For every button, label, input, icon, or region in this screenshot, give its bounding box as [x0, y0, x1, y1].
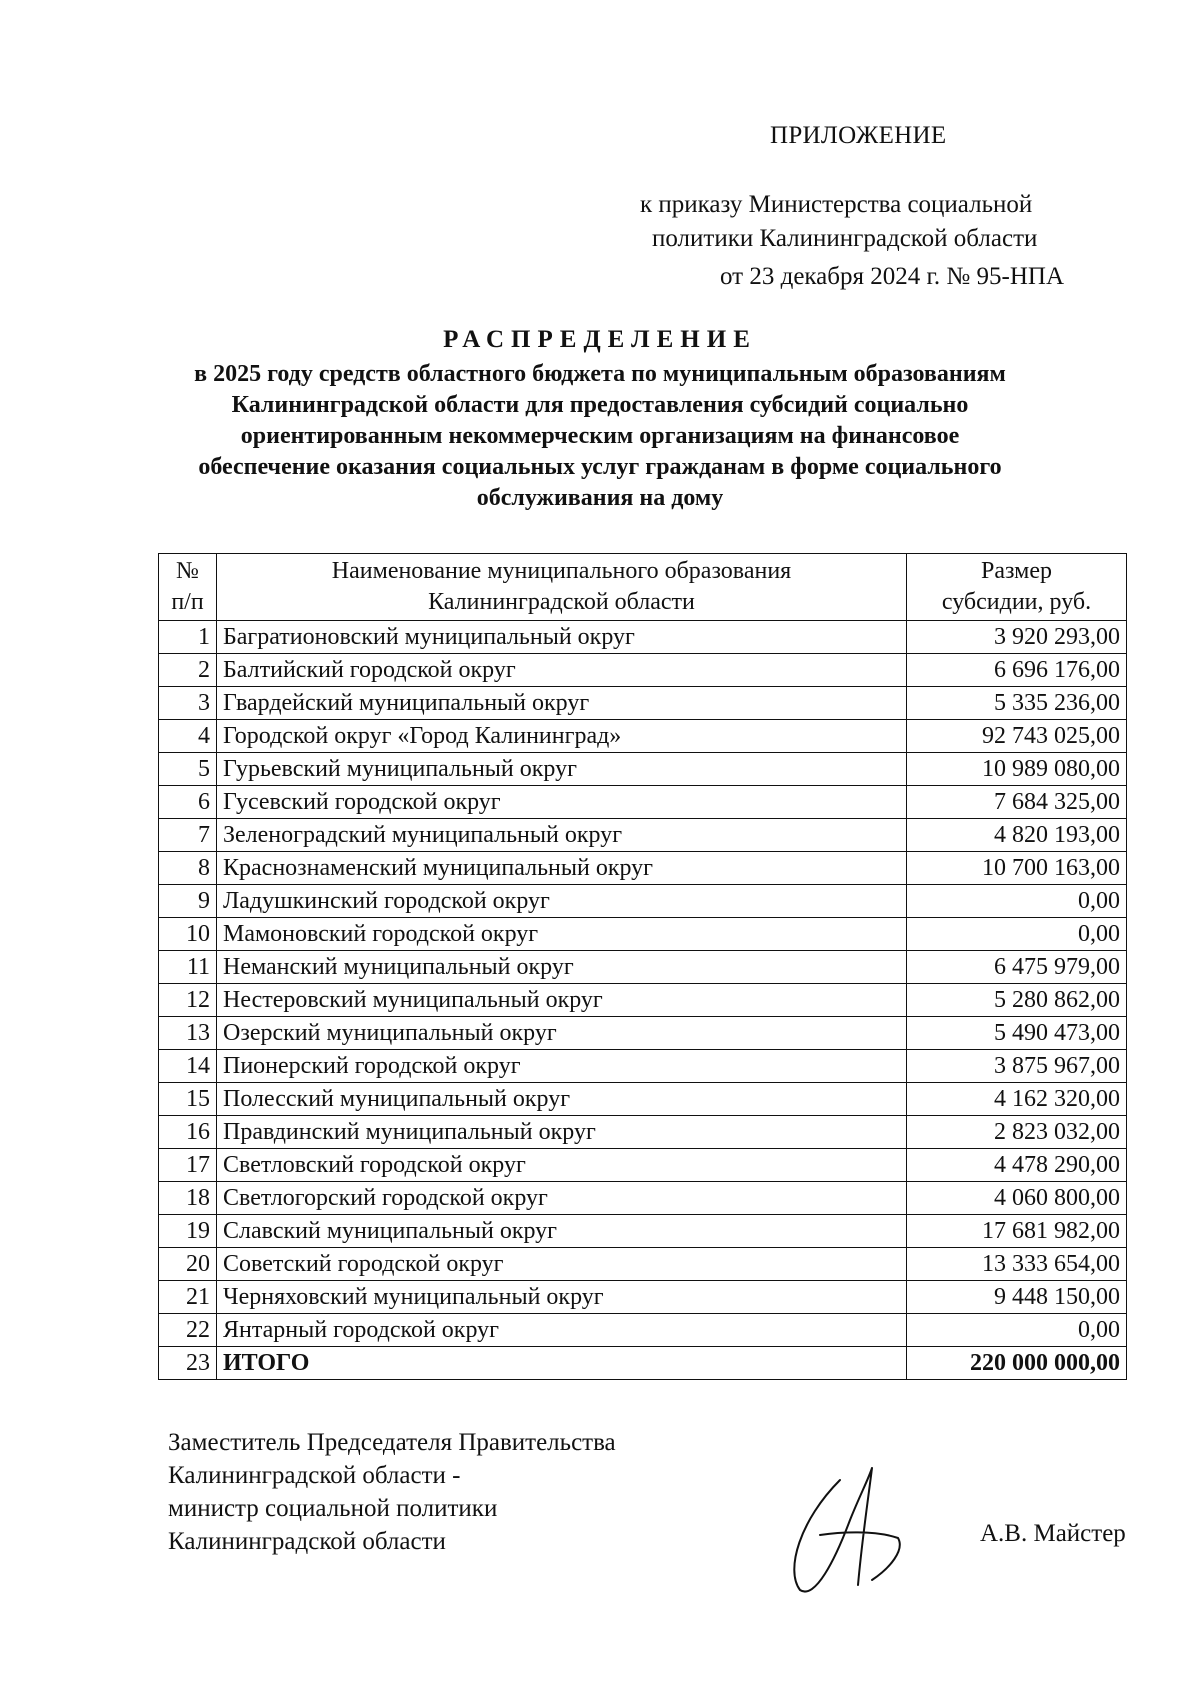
appendix-title: ПРИЛОЖЕНИЕ [770, 122, 947, 149]
table-row [159, 1116, 1127, 1149]
table-row [159, 753, 1127, 786]
heading-line-1: в 2025 году средств областного бюджета по муниципальным образованиям [194, 361, 1006, 387]
row-subsidy-amount: 3 920 293,00 [907, 621, 1127, 654]
row-subsidy-amount: 4 162 320,00 [907, 1083, 1127, 1116]
row-subsidy-amount: 5 280 862,00 [907, 984, 1127, 1017]
row-number: 18 [159, 1182, 217, 1215]
row-municipality: Полесский муниципальный округ [217, 1083, 907, 1116]
row-subsidy-amount: 5 490 473,00 [907, 1017, 1127, 1050]
heading-line-3: ориентированным некоммерческим организациям на финансовое [240, 423, 960, 449]
row-municipality: Янтарный городской округ [217, 1314, 907, 1347]
signer-name: А.В. Майстер [980, 1520, 1126, 1547]
row-number: 9 [159, 885, 217, 918]
row-municipality: Городской округ «Город Калининград» [217, 720, 907, 753]
row-number: 13 [159, 1017, 217, 1050]
heading-line-4: обеспечение оказания социальных услуг гражданам в форме социального [198, 454, 1002, 480]
row-municipality: Неманский муниципальный округ [217, 951, 907, 984]
table-row [159, 951, 1127, 984]
row-municipality: Правдинский муниципальный округ [217, 1116, 907, 1149]
table-row [159, 786, 1127, 819]
row-municipality: Нестеровский муниципальный округ [217, 984, 907, 1017]
row-number: 22 [159, 1314, 217, 1347]
table-row [159, 819, 1127, 852]
row-subsidy-amount: 17 681 982,00 [907, 1215, 1127, 1248]
row-municipality: Гурьевский муниципальный округ [217, 753, 907, 786]
table-row [159, 720, 1127, 753]
heading-subtitle [120, 359, 1080, 514]
appendix-line-1: к приказу Министерства социальной [640, 191, 1033, 218]
row-municipality: ИТОГО [217, 1347, 907, 1380]
row-subsidy-amount: 2 823 032,00 [907, 1116, 1127, 1149]
row-subsidy-amount: 13 333 654,00 [907, 1248, 1127, 1281]
row-number: 6 [159, 786, 217, 819]
row-number: 11 [159, 951, 217, 984]
header-municipality-line-2: Калининградской области [428, 589, 695, 615]
table-row [159, 1149, 1127, 1182]
row-number: 23 [159, 1347, 217, 1380]
row-municipality: Светловский городской округ [217, 1149, 907, 1182]
table-row [159, 885, 1127, 918]
heading-main: РАСПРЕДЕЛЕНИЕ [443, 326, 757, 353]
row-municipality: Балтийский городской округ [217, 654, 907, 687]
row-number: 15 [159, 1083, 217, 1116]
row-subsidy-amount: 6 475 979,00 [907, 951, 1127, 984]
row-subsidy-amount: 0,00 [907, 1314, 1127, 1347]
table-header-row [159, 554, 1127, 621]
row-municipality: Советский городской округ [217, 1248, 907, 1281]
row-number: 20 [159, 1248, 217, 1281]
row-number: 12 [159, 984, 217, 1017]
header-municipality [217, 554, 907, 621]
signer-position-line-2: Калининградской области - [168, 1462, 461, 1489]
row-number: 17 [159, 1149, 217, 1182]
table-row [159, 1314, 1127, 1347]
row-municipality: Пионерский городской округ [217, 1050, 907, 1083]
handwritten-signature [780, 1460, 930, 1600]
row-municipality: Ладушкинский городской округ [217, 885, 907, 918]
header-municipality-line-1: Наименование муниципального образования [331, 558, 792, 584]
row-municipality: Зеленоградский муниципальный округ [217, 819, 907, 852]
row-subsidy-amount: 4 478 290,00 [907, 1149, 1127, 1182]
row-municipality: Мамоновский городской округ [217, 918, 907, 951]
row-number: 1 [159, 621, 217, 654]
table-row [159, 687, 1127, 720]
row-subsidy-amount: 3 875 967,00 [907, 1050, 1127, 1083]
table-row [159, 621, 1127, 654]
table-total-row [159, 1347, 1127, 1380]
row-subsidy-amount: 6 696 176,00 [907, 654, 1127, 687]
row-municipality: Славский муниципальный округ [217, 1215, 907, 1248]
signer-position-line-4: Калининградской области [168, 1528, 446, 1555]
table-row [159, 984, 1127, 1017]
row-subsidy-amount: 5 335 236,00 [907, 687, 1127, 720]
table-row [159, 654, 1127, 687]
header-number [159, 554, 217, 621]
table-row [159, 1083, 1127, 1116]
header-number-line-1: № [176, 558, 199, 584]
row-subsidy-amount: 220 000 000,00 [907, 1347, 1127, 1380]
signer-position-line-3: министр социальной политики [168, 1495, 498, 1522]
header-subsidy-line-1: Размер [981, 558, 1052, 584]
row-number: 14 [159, 1050, 217, 1083]
appendix-line-3: от 23 декабря 2024 г. № 95-НПА [720, 263, 1065, 290]
table-body [159, 621, 1127, 1380]
table-row [159, 1182, 1127, 1215]
header-number-line-2: п/п [171, 589, 204, 615]
row-number: 21 [159, 1281, 217, 1314]
row-number: 16 [159, 1116, 217, 1149]
row-municipality: Озерский муниципальный округ [217, 1017, 907, 1050]
row-subsidy-amount: 4 820 193,00 [907, 819, 1127, 852]
table-row [159, 1215, 1127, 1248]
row-number: 5 [159, 753, 217, 786]
header-subsidy-amount [907, 554, 1127, 621]
row-municipality: Гвардейский муниципальный округ [217, 687, 907, 720]
subsidy-table [158, 553, 1127, 1380]
table-row [159, 1248, 1127, 1281]
row-number: 3 [159, 687, 217, 720]
row-subsidy-amount: 92 743 025,00 [907, 720, 1127, 753]
row-number: 10 [159, 918, 217, 951]
row-municipality: Гусевский городской округ [217, 786, 907, 819]
row-number: 19 [159, 1215, 217, 1248]
row-subsidy-amount: 10 700 163,00 [907, 852, 1127, 885]
appendix-reference [640, 188, 1110, 294]
header-subsidy-line-2: субсидии, руб. [941, 589, 1092, 615]
table-row [159, 1017, 1127, 1050]
document-heading [120, 323, 1080, 514]
signer-position-line-1: Заместитель Председателя Правительства [168, 1429, 616, 1456]
row-subsidy-amount: 10 989 080,00 [907, 753, 1127, 786]
row-subsidy-amount: 0,00 [907, 918, 1127, 951]
row-number: 8 [159, 852, 217, 885]
table-row [159, 1281, 1127, 1314]
row-subsidy-amount: 7 684 325,00 [907, 786, 1127, 819]
row-number: 2 [159, 654, 217, 687]
table-row [159, 1050, 1127, 1083]
row-municipality: Краснознаменский муниципальный округ [217, 852, 907, 885]
signature-stroke [794, 1468, 899, 1592]
row-number: 7 [159, 819, 217, 852]
row-municipality: Багратионовский муниципальный округ [217, 621, 907, 654]
row-subsidy-amount: 9 448 150,00 [907, 1281, 1127, 1314]
row-municipality: Черняховский муниципальный округ [217, 1281, 907, 1314]
appendix-line-2: политики Калининградской области [652, 225, 1038, 252]
table-row [159, 918, 1127, 951]
row-subsidy-amount: 4 060 800,00 [907, 1182, 1127, 1215]
row-municipality: Светлогорский городской округ [217, 1182, 907, 1215]
heading-line-2: Калининградской области для предоставления субсидий социально [231, 392, 969, 418]
heading-line-5: обслуживания на дому [476, 485, 724, 511]
table-row [159, 852, 1127, 885]
signer-position [168, 1426, 616, 1558]
row-number: 4 [159, 720, 217, 753]
row-subsidy-amount: 0,00 [907, 885, 1127, 918]
